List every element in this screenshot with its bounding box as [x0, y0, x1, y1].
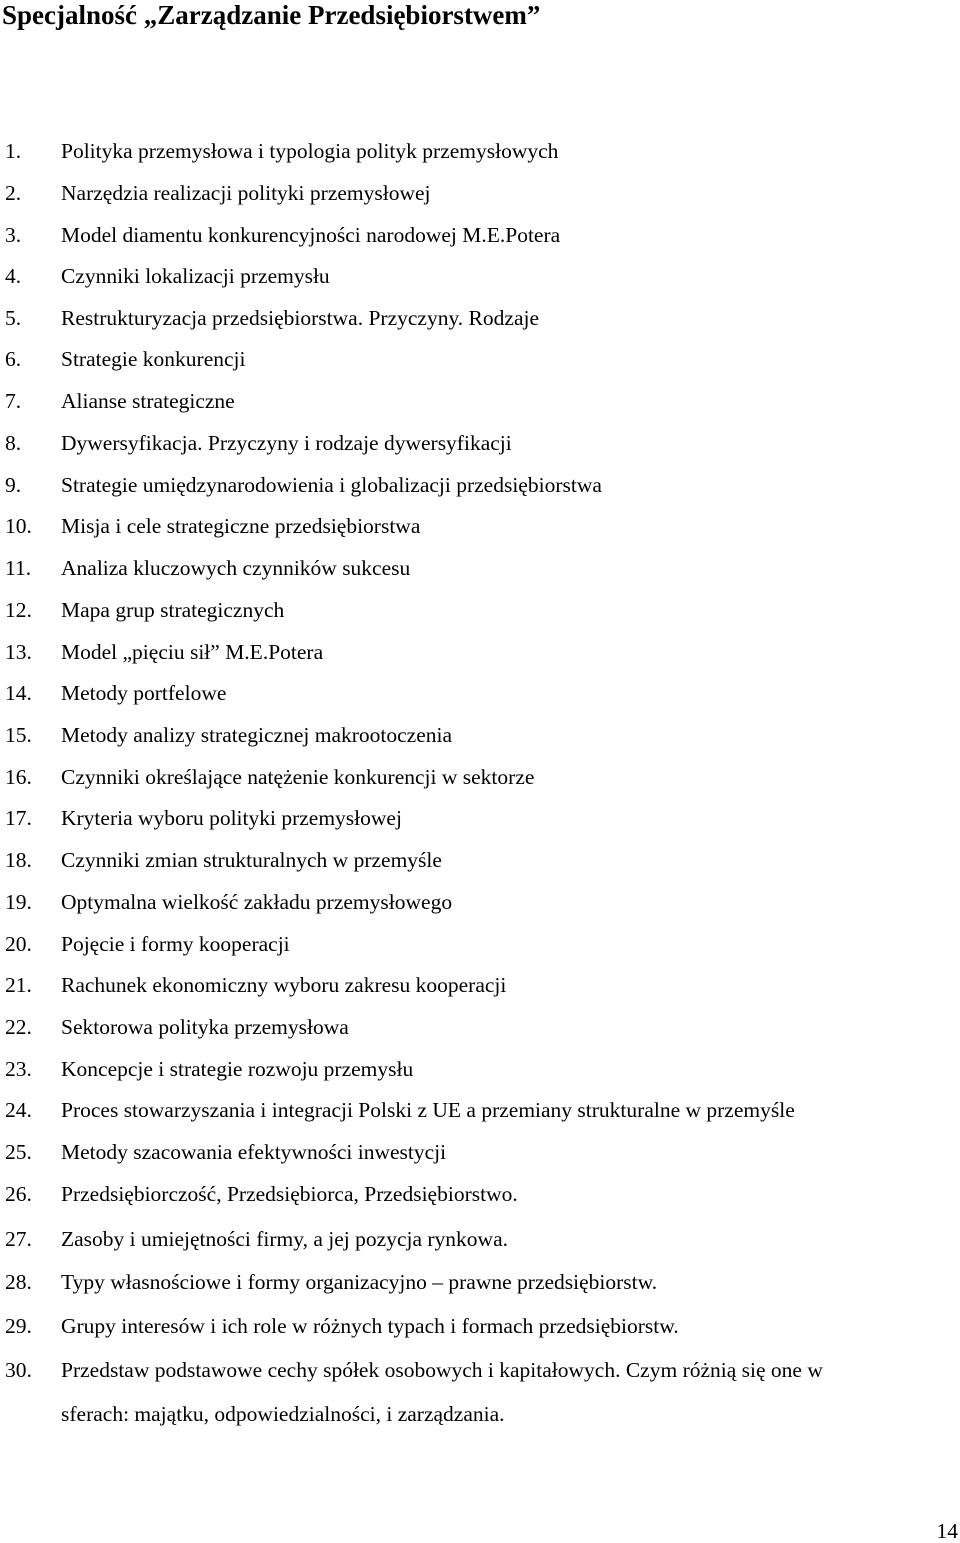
item-number: 17.	[5, 806, 32, 830]
item-text: Alianse strategiczne	[61, 389, 235, 413]
item-number: 14.	[5, 681, 32, 705]
item-number: 24.	[5, 1098, 32, 1122]
item-text: Metody szacowania efektywności inwestycji	[61, 1140, 447, 1164]
item-number: 25.	[5, 1140, 32, 1164]
item-text: Strategie konkurencji	[61, 347, 246, 371]
item-text: Typy własnościowe i formy organizacyjno – prawne przedsiębiorstw.	[61, 1270, 658, 1294]
item-text: Model diamentu konkurencyjności narodowej M.E.Potera	[61, 223, 561, 247]
item-number: 7.	[5, 389, 22, 413]
item-text: Mapa grup strategicznych	[61, 598, 285, 622]
item-number: 19.	[5, 890, 32, 914]
item-number: 16.	[5, 765, 32, 789]
item-number: 29.	[5, 1314, 32, 1338]
item-number: 30.	[5, 1358, 32, 1382]
page-number: 14	[936, 1519, 958, 1543]
item-text: Metody analizy strategicznej makrootoczenia	[61, 723, 453, 747]
item-number: 20.	[5, 932, 32, 956]
item-text: Strategie umiędzynarodowienia i globalizacji przedsiębiorstwa	[61, 473, 602, 497]
item-text: Grupy interesów i ich role w różnych typach i formach przedsiębiorstw.	[61, 1314, 679, 1338]
item-text: Rachunek ekonomiczny wyboru zakresu kooperacji	[61, 973, 507, 997]
item-number: 22.	[5, 1015, 32, 1039]
item-text: Czynniki zmian strukturalnych w przemyśle	[61, 848, 442, 872]
item-number: 12.	[5, 598, 32, 622]
item-number: 2.	[5, 181, 22, 205]
item-number: 6.	[5, 347, 22, 371]
item-number: 21.	[5, 973, 32, 997]
item-number: 15.	[5, 723, 32, 747]
item-text: Metody portfelowe	[61, 681, 227, 705]
item-text: Misja i cele strategiczne przedsiębiorstwa	[61, 514, 421, 538]
item-text-continuation: sferach: majątku, odpowiedzialności, i zarządzania.	[61, 1402, 505, 1426]
item-text: Czynniki określające natężenie konkurencji w sektorze	[61, 765, 535, 789]
item-number: 10.	[5, 514, 32, 538]
item-number: 9.	[5, 473, 22, 497]
item-number: 3.	[5, 223, 22, 247]
page-title: Specjalność „Zarządzanie Przedsiębiorstwem”	[2, 0, 541, 30]
item-number: 27.	[5, 1227, 32, 1251]
item-number: 11.	[5, 556, 32, 580]
item-text: Przedsiębiorczość, Przedsiębiorca, Przedsiębiorstwo.	[61, 1182, 518, 1206]
item-text: Optymalna wielkość zakładu przemysłowego	[61, 890, 453, 914]
item-number: 13.	[5, 640, 32, 664]
item-number: 23.	[5, 1057, 32, 1081]
item-text: Polityka przemysłowa i typologia polityk przemysłowych	[61, 139, 559, 163]
item-number: 1.	[5, 139, 22, 163]
item-text: Analiza kluczowych czynników sukcesu	[61, 556, 411, 580]
item-number: 18.	[5, 848, 32, 872]
item-text: Narzędzia realizacji polityki przemysłowej	[61, 181, 431, 205]
item-text: Sektorowa polityka przemysłowa	[61, 1015, 349, 1039]
item-number: 5.	[5, 306, 22, 330]
item-number: 8.	[5, 431, 22, 455]
item-text: Zasoby i umiejętności firmy, a jej pozycja rynkowa.	[61, 1227, 508, 1251]
item-text: Przedstaw podstawowe cechy spółek osobowych i kapitałowych. Czym różnią się one w	[61, 1358, 823, 1382]
item-text: Dywersyfikacja. Przyczyny i rodzaje dywersyfikacji	[61, 431, 512, 455]
item-text: Model „pięciu sił” M.E.Potera	[61, 640, 324, 664]
item-number: 26.	[5, 1182, 32, 1206]
item-text: Restrukturyzacja przedsiębiorstwa. Przyczyny. Rodzaje	[61, 306, 539, 330]
item-number: 28.	[5, 1270, 32, 1294]
item-text: Proces stowarzyszania i integracji Polski z UE a przemiany strukturalne w przemyśle	[61, 1098, 795, 1122]
item-text: Czynniki lokalizacji przemysłu	[61, 264, 330, 288]
item-text: Kryteria wyboru polityki przemysłowej	[61, 806, 402, 830]
item-text: Pojęcie i formy kooperacji	[61, 932, 290, 956]
item-text: Koncepcje i strategie rozwoju przemysłu	[61, 1057, 414, 1081]
item-number: 4.	[5, 264, 22, 288]
